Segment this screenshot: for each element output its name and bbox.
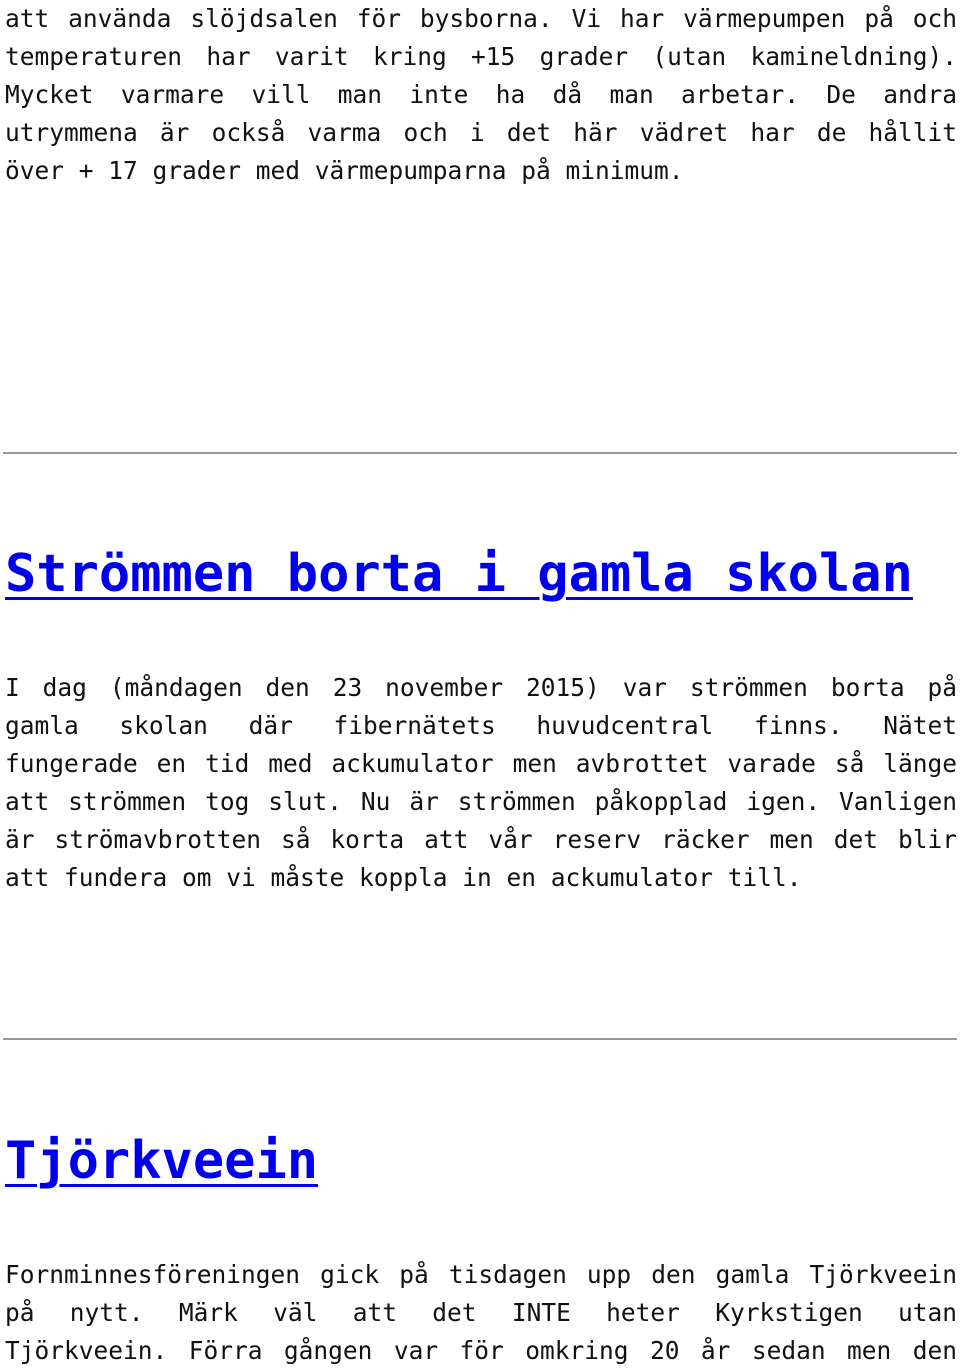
paragraph-line: utrymmena är också varma och i det här vädret har de hållit <box>5 118 957 147</box>
post-paragraph <box>5 669 957 897</box>
post-title-link[interactable]: Tjörkveein <box>5 1131 319 1191</box>
post-title <box>5 544 913 604</box>
paragraph-line: är strömavbrotten så korta att vår reserv räcker men det blir <box>5 825 957 854</box>
post-title-link[interactable]: Strömmen borta i gamla skolan <box>5 544 913 604</box>
paragraph-line: temperaturen har varit kring +15 grader (utan kamineldning). <box>5 42 957 71</box>
post-paragraph <box>5 1256 957 1370</box>
paragraph-line: Mycket varmare vill man inte ha då man arbetar. De andra <box>5 80 957 109</box>
paragraph-line: över + 17 grader med värmepumparna på minimum. <box>5 156 684 185</box>
paragraph-line: I dag (måndagen den 23 november 2015) var strömmen borta på <box>5 673 957 702</box>
post-divider <box>3 1038 957 1040</box>
paragraph-line: gamla skolan där fibernätets huvudcentral finns. Nätet <box>5 711 957 740</box>
intro-paragraph <box>5 0 957 190</box>
paragraph-line: att strömmen tog slut. Nu är strömmen påkopplad igen. Vanligen <box>5 787 957 816</box>
post-divider <box>3 452 957 454</box>
paragraph-line: fungerade en tid med ackumulator men avbrottet varade så länge <box>5 749 957 778</box>
paragraph-line: Tjörkveein. Förra gången var för omkring 20 år sedan men den <box>5 1336 957 1365</box>
paragraph-line: att använda slöjdsalen för bysborna. Vi har värmepumpen på och <box>5 4 957 33</box>
paragraph-line: på nytt. Märk väl att det INTE heter Kyrkstigen utan <box>5 1298 957 1327</box>
paragraph-line: Fornminnesföreningen gick på tisdagen upp den gamla Tjörkveein <box>5 1260 957 1289</box>
paragraph-line: att fundera om vi måste koppla in en ackumulator till. <box>5 863 802 892</box>
post-title <box>5 1131 318 1191</box>
